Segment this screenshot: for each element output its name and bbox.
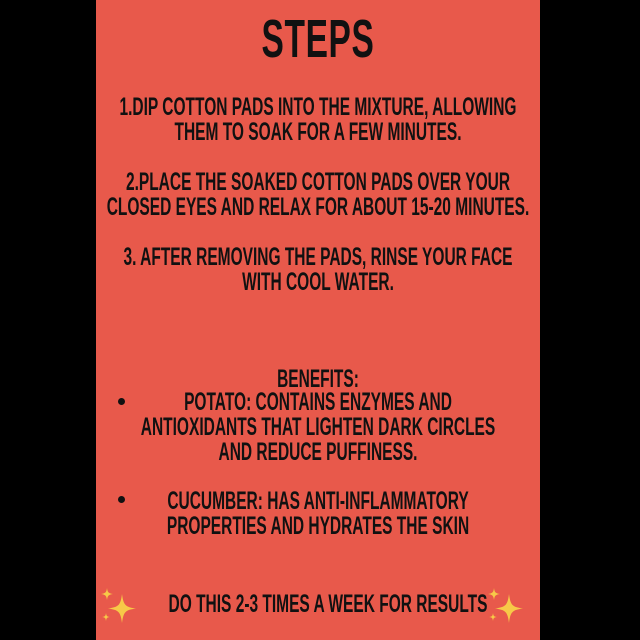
step-3-line-2: WITH COOL WATER. bbox=[242, 268, 394, 296]
sparkles-icon bbox=[487, 586, 527, 626]
benefit-potato-line-3: AND REDUCE PUFFINESS. bbox=[218, 438, 418, 466]
benefits-heading-text: BENEFITS: bbox=[277, 365, 359, 393]
step-1-line-1: 1.DIP COTTON PADS INTO THE MIXTURE, ALLOWING bbox=[119, 93, 517, 121]
step-1 bbox=[96, 95, 540, 145]
benefit-cucumber bbox=[96, 489, 540, 539]
step-2-line-1: 2.PLACE THE SOAKED COTTON PADS OVER YOUR bbox=[125, 168, 511, 196]
benefit-potato bbox=[96, 390, 540, 465]
benefit-potato-line-2: ANTIOXIDANTS THAT LIGHTEN DARK CIRCLES bbox=[140, 413, 496, 441]
step-2-line-2: CLOSED EYES AND RELAX FOR ABOUT 15-20 MINUTES. bbox=[106, 193, 530, 221]
benefit-cucumber-line-1: CUCUMBER: HAS ANTI-INFLAMMATORY bbox=[167, 487, 469, 515]
page-title: STEPS bbox=[261, 9, 375, 69]
footer-text: DO THIS 2-3 TIMES A WEEK FOR RESULTS bbox=[168, 590, 488, 618]
step-2 bbox=[96, 170, 540, 220]
footer-note bbox=[110, 592, 540, 617]
benefit-potato-line-1: POTATO: CONTAINS ENZYMES AND bbox=[184, 388, 452, 416]
step-3 bbox=[96, 245, 540, 295]
sparkles-icon bbox=[98, 586, 138, 626]
step-3-line-1: 3. AFTER REMOVING THE PADS, RINSE YOUR FACE bbox=[123, 243, 513, 271]
benefit-cucumber-line-2: PROPERTIES AND HYDRATES THE SKIN bbox=[166, 512, 470, 540]
step-1-line-2: THEM TO SOAK FOR A FEW MINUTES. bbox=[174, 118, 462, 146]
steps-card bbox=[96, 0, 540, 640]
